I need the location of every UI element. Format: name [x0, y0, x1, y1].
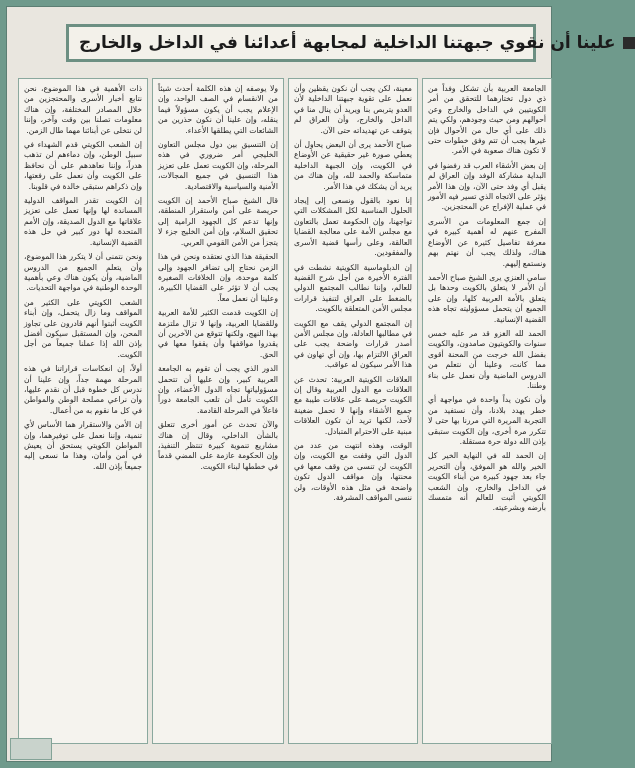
column-paragraph: إن التنسيق بين دول مجلس التعاون الخليجي أمر ضروري في هذه المرحلة، وإن الكويت تعمل على تعزيز هذا التنسيق في جميع المجالات، الأمنية والسياسية والاقتصادية. [158, 140, 278, 191]
headline-box [66, 24, 616, 62]
column-paragraph: إنا نعود بالقول ونسعى إلى إيجاد الحلول المناسبة لكل المشكلات التي تواجهنا، وإن الحكومة تعمل بالتعاون مع مجلس الأمة على معالجة القضايا العالقة، وعلى رأسها قضية الأسرى والمفقودين. [294, 196, 412, 258]
column-paragraph: ولا يوصفه إن هذه الكلمة أحدث شيئاً من الانقسام في الصف الواحد، وإن الإعلام يجب أن يكون مسؤولاً فيما ينقله، وإن علينا أن نكون حذرين من الشائعات التي يطلقها الأعداء. [158, 84, 278, 135]
column-paragraph: إن الأمن والاستقرار هما الأساس لأي تنمية، وإننا نعمل على توفيرهما، وإن المواطن الكويتي يستحق أن يعيش في أمن وأمان، وهذا ما نسعى إليه جميعاً بإذن الله. [24, 420, 142, 471]
column-paragraph: إن الكويت قدمت الكثير للأمة العربية وللقضايا العربية، وإنها لا تزال ملتزمة بهذا النهج، ولكنها تتوقع من الآخرين أن يقدروا مواقفها وأن يقفوا معها في الحق. [158, 308, 278, 359]
column-paragraph: إن الكويت تقدر المواقف الدولية المساندة لها وإنها تعمل على تعزيز علاقاتها مع الدول الصديقة، وإن الأمم المتحدة لها دور كبير في حل هذه القضية الإنسانية. [24, 196, 142, 247]
column-paragraph: الشعب الكويتي على الكثير من المواقف وما زال يتحمل، وإن أبناء الكويت أثبتوا أنهم قادرون على تجاوز المحن، وإن المستقبل سيكون أفضل بإذن الله إذا عملنا جميعاً من أجل الكويت. [24, 297, 142, 359]
column-paragraph: ونحن نتمنى أن لا يتكرر هذا الموضوع، وأن يتعلم الجميع من الدروس الماضية، وأن يكون هناك وعي بأهمية الوحدة الوطنية في مواجهة التحديات. [24, 252, 142, 293]
square-bullet-icon [623, 37, 635, 49]
column-paragraph: سامي العنزي يرى الشيخ صباح الأحمد أن الأمر لا يتعلق بالكويت وحدها بل يتعلق بالأمة العربية كلها، وإن على الجميع أن يتحمل مسؤوليته تجاه هذه القضية الإنسانية. [428, 272, 546, 324]
column-paragraph: إن الحمد لله في النهاية الخير كل الخير والله هو الموفق، وأن التحرير جاء بعد جهود كبيرة من أبناء الكويت في الداخل والخارج، وإن الشعب الكويتي أثبت للعالم أنه متمسك بأرضه وبشرعيته. [428, 451, 546, 513]
column-paragraph: معينة، لكن يجب أن نكون يقظين وأن نعمل على تقوية جبهتنا الداخلية لأن العدو يتربص بنا ويريد أن ينال منا في الداخل والخارج، وأن العراق لم يتوقف عن تهديداته حتى الآن. [294, 84, 412, 135]
column-paragraph: إن الشعب الكويتي قدم الشهداء في سبيل الوطن، وإن دماءهم لن تذهب هدراً، وإننا نعاهدهم على أن نحافظ على الكويت وأن نعمل على رفعتها، وإن ذكراهم ستبقى خالدة في قلوبنا. [24, 140, 142, 191]
article-column-2 [288, 78, 418, 744]
column-paragraph: إن المجتمع الدولي يقف مع الكويت في مطالبها العادلة، وإن مجلس الأمن أصدر قرارات واضحة يجب على العراق الالتزام بها، وإن أي تهاون في هذا الأمر سيكون له عواقب. [294, 318, 412, 370]
column-paragraph: ذات الأهمية في هذا الموضوع، نحن نتابع أخبار الأسرى والمحتجزين من خلال المصادر المختلفة، وإن هناك معلومات تصلنا بين وقت وآخر، وإننا لن نتخلى عن أبنائنا مهما طال الزمن. [24, 84, 142, 135]
column-paragraph: الوقت، وهذه انتهت من عدد من الدول التي وقفت مع الكويت، وإن الكويت لن تنسى من وقف معها في محنتها، وإن مواقف الدول تكون واضحة في مثل هذه الأوقات، ولن ننسى المواقف المشرفة. [294, 441, 412, 503]
column-paragraph: والآن تحدث عن أمور أخرى تتعلق بالشأن الداخلي، وقال إن هناك مشاريع تنموية كبيرة تنتظر التنفيذ، وإن الحكومة عازمة على المضي قدماً في خططها لبناء الكويت. [158, 420, 278, 471]
article-column-3 [152, 78, 284, 744]
article-column-4 [18, 78, 148, 744]
article-column-1 [422, 78, 552, 744]
column-paragraph: العلاقات الكويتية العربية: تحدث عن العلاقات مع الدول العربية وقال إن الكويت حريصة على علاقات طيبة مع جميع الأشقاء وإنها لا تحمل ضغينة لأحد، لكنها تريد أن تكون العلاقات مبنية على الاحترام المتبادل. [294, 374, 412, 436]
headline: علينا أن نقوي جبهتنا الداخلية لمجابهة أعدائنا في الداخل والخارج [79, 33, 616, 53]
column-paragraph: وأن نكون يداً واحدة في مواجهة أي خطر يهدد بلادنا، وأن نستفيد من التجربة المريرة التي مررنا بها حتى لا تتكرر مرة أخرى، وإن الكويت ستبقى بإذن الله دولة حرة مستقلة. [428, 395, 546, 446]
corner-stamp [10, 738, 52, 760]
column-paragraph: إن الدبلوماسية الكويتية نشطت في الفترة الأخيرة من أجل شرح القضية للعالم، وإننا نطالب المجتمع الدولي بالضغط على العراق لتنفيذ قرارات مجلس الأمن المتعلقة بالكويت. [294, 262, 412, 314]
column-paragraph: إن بعض الأشقاء العرب قد رفضوا في البداية مشاركة الوفد وإن العراق لم يقبل أي وفد حتى الآن، وإن هذا الأمر يؤثر على الاتجاه الذي تسير فيه الأمور في عملية الإفراج عن المحتجزين. [428, 160, 546, 212]
column-paragraph: صباح الأحمد يرى أن البعض يحاول أن يعطي صورة غير حقيقية عن الأوضاع في الكويت، وإن الجبهة الداخلية متماسكة والحمد لله، وإن هناك من يريد أن يشكك في هذا الأمر. [294, 140, 412, 191]
column-paragraph: الحمد لله الغزو قد مر عليه خمس سنوات والكويتيون صامدون، والكويت بفضل الله خرجت من المحنة أقوى مما كانت، وعلينا أن نتعلم من الدروس الماضية وأن نعمل على بناء وطننا. [428, 328, 546, 390]
column-paragraph: الجامعة العربية بأن تشكل وفداً من ذي دول تختارهما للتحقق من أمر الكويتيين في الداخل والخارج وعن أحوالهم ومن حيث وجودهم، ولكي يتم ذلك على أي حال من الأحوال فإن غيرها يجب أن تتم وفق خطوات حتى لا تكون هناك صعوبة في الأمر. [428, 84, 546, 156]
column-paragraph: الدور الذي يجب أن تقوم به الجامعة العربية كبير، وإن عليها أن تتحمل مسؤولياتها تجاه الدول الأعضاء، وإن الكويت تأمل أن تلعب الجامعة دوراً فاعلاً في المرحلة القادمة. [158, 364, 278, 415]
column-paragraph: أولاً، إن انعكاسات قراراتنا في هذه المرحلة مهمة جداً، وإن علينا أن ندرس كل خطوة قبل أن نقدم عليها، وأن نراعي مصلحة الوطن والمواطن في كل ما نقوم به من أعمال. [24, 364, 142, 415]
column-paragraph: إن جمع المعلومات من الأسرى المفرج عنهم له أهمية كبيرة في معرفة تفاصيل كثيرة عن الأوضاع هناك، ولذلك يجب أن نهتم بهم ونستمع إليهم. [428, 216, 546, 268]
newspaper-page [6, 6, 616, 762]
column-paragraph: الحقيقة هذا الذي نعتقده ونحن في هذا الزمن نحتاج إلى تضافر الجهود وإلى كلمة موحدة، وإن الخلافات الصغيرة يجب أن لا تؤثر على القضايا الكبيرة، وعلينا أن نعمل معاً. [158, 252, 278, 303]
column-paragraph: قال الشيخ صباح الأحمد إن الكويت حريصة على أمن واستقرار المنطقة، وإنها تدعم كل الجهود الرامية إلى تحقيق السلام، وإن أمن الخليج جزء لا يتجزأ من الأمن القومي العربي. [158, 196, 278, 247]
